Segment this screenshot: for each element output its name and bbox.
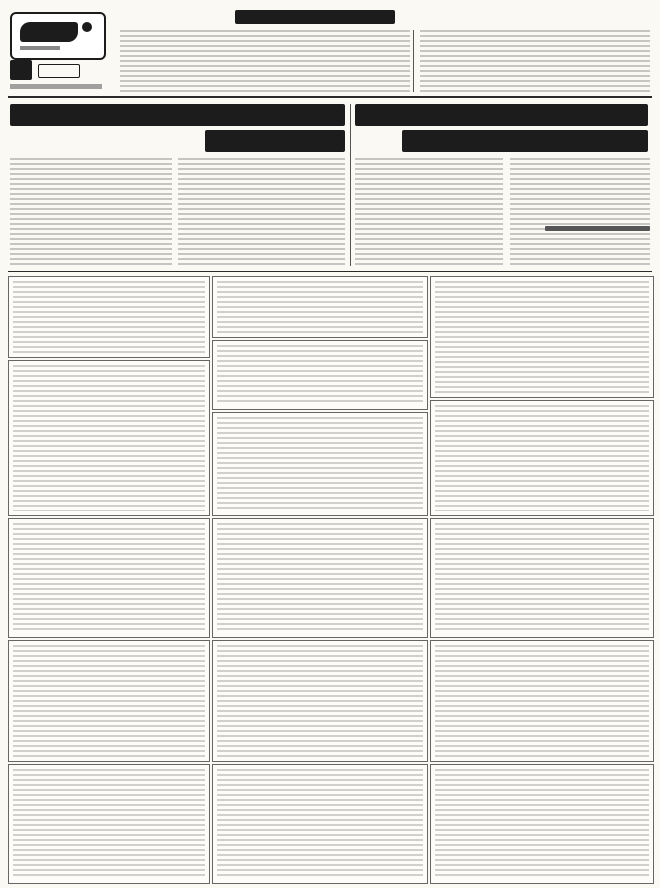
column-divider [413,30,414,92]
page-number [10,60,32,80]
ad-box [212,640,428,762]
top-story-body-left [120,30,410,92]
story-right-body-col2 [355,158,503,266]
ad-box [430,400,654,516]
newspaper-logo [10,12,106,60]
ad-box [430,518,654,638]
story-left-headline-line1 [10,104,345,126]
story-left-headline-line2 [205,130,345,152]
ad-box [8,640,210,762]
ad-box [212,764,428,884]
logo-subtitle [20,46,60,50]
ad-box [212,412,428,516]
story-right-body-col1 [510,158,650,266]
ad-box [212,518,428,638]
dateline [10,84,102,89]
ad-box [8,518,210,638]
ad-box [430,276,654,398]
story-right-headline-line1 [355,104,648,126]
ad-box [8,276,210,358]
ad-box [8,360,210,516]
ad-box [430,764,654,884]
logo-dot [82,22,92,32]
ads-section-rule [8,271,652,272]
top-story-headline [235,10,395,24]
ad-box [8,764,210,884]
ad-box [212,276,428,338]
section-label [38,64,80,78]
logo-wordmark [20,22,78,42]
story-left-body-col1 [178,158,345,266]
ad-box [212,340,428,410]
ad-box [430,640,654,762]
story-left-body-col2 [10,158,172,266]
top-story-body-right [420,30,650,92]
story-right-headline-line2 [402,130,648,152]
story-right-subhead [545,226,650,231]
masthead-rule [8,96,652,98]
story-divider [350,104,351,266]
